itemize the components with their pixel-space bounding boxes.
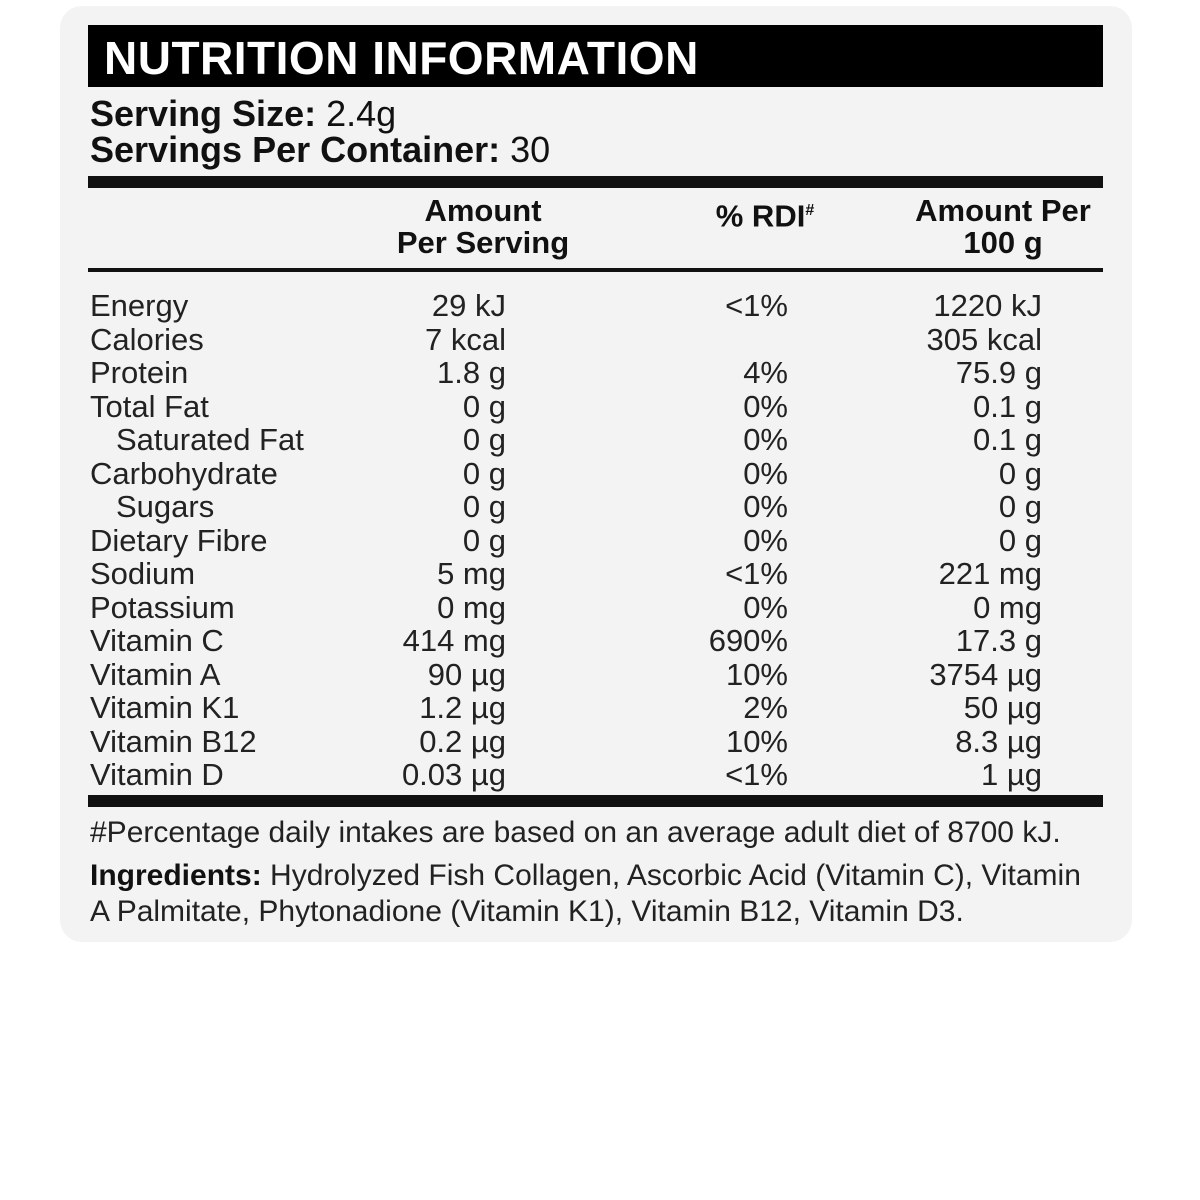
table-row bbox=[90, 356, 1102, 390]
amount-per-100g: 0 g bbox=[998, 455, 1042, 491]
column-header-rdi-text: % RDI bbox=[715, 198, 806, 234]
rdi-footnote-mark: # bbox=[805, 202, 815, 219]
panel-title: NUTRITION INFORMATION bbox=[88, 25, 1103, 87]
table-row bbox=[90, 691, 1102, 725]
table-row bbox=[90, 323, 1102, 357]
servings-per-container-label: Servings Per Container: bbox=[90, 129, 501, 170]
amount-per-100g: 17.3 g bbox=[955, 623, 1042, 658]
amount-per-serving: 0 g bbox=[462, 455, 506, 491]
percent-rdi: <1% bbox=[725, 556, 788, 591]
thick-divider-bottom bbox=[88, 795, 1103, 807]
nutrient-name: Sugars bbox=[116, 489, 215, 524]
percent-rdi: 690% bbox=[708, 623, 788, 658]
serving-size-label: Serving Size: bbox=[90, 93, 317, 134]
column-header-per-serving-line2: Per Serving bbox=[396, 225, 570, 260]
amount-per-100g: 8.3 µg bbox=[955, 723, 1042, 759]
column-header-per-100g bbox=[890, 195, 1116, 259]
amount-per-100g: 3754 µg bbox=[929, 656, 1042, 692]
table-row bbox=[90, 289, 1102, 323]
header-divider bbox=[88, 268, 1103, 272]
serving-size bbox=[90, 95, 396, 133]
amount-per-100g: 0 g bbox=[998, 522, 1042, 558]
amount-per-serving: 1.2 µg bbox=[419, 690, 506, 725]
amount-per-serving: 7 kcal bbox=[425, 321, 506, 357]
thick-divider-top bbox=[88, 176, 1103, 188]
nutrient-name: Vitamin K1 bbox=[90, 690, 240, 725]
amount-per-serving: 414 mg bbox=[402, 623, 506, 658]
amount-per-100g: 50 µg bbox=[963, 690, 1042, 725]
table-row bbox=[90, 390, 1102, 424]
column-header-per-serving-line1: Amount bbox=[424, 193, 542, 228]
nutrient-name: Vitamin B12 bbox=[90, 723, 257, 759]
nutrient-name: Total Fat bbox=[90, 388, 209, 424]
percent-rdi: <1% bbox=[725, 757, 788, 792]
amount-per-100g: 75.9 g bbox=[955, 355, 1042, 390]
percent-rdi: 2% bbox=[743, 690, 788, 725]
ingredients-text: Hydrolyzed Fish Collagen, Ascorbic Acid (Vitamin C), Vitamin A Palmitate, Phytonadione (Vitamin K1), Vitamin B12, Vitamin D3. bbox=[90, 859, 1081, 928]
amount-per-serving: 90 µg bbox=[427, 656, 506, 692]
ingredients-label: Ingredients: bbox=[90, 859, 262, 892]
percent-rdi: 0% bbox=[743, 422, 788, 457]
nutrient-name: Carbohydrate bbox=[90, 455, 278, 491]
table-row bbox=[90, 557, 1102, 591]
amount-per-100g: 1220 kJ bbox=[933, 288, 1042, 323]
amount-per-serving: 0 g bbox=[462, 522, 506, 558]
amount-per-serving: 0.2 µg bbox=[419, 723, 506, 759]
table-row bbox=[90, 457, 1102, 491]
nutrient-name: Dietary Fibre bbox=[90, 522, 268, 558]
nutrient-name: Energy bbox=[90, 288, 189, 323]
servings-per-container-value: 30 bbox=[510, 129, 551, 170]
nutrient-name: Vitamin D bbox=[90, 757, 224, 792]
table-row bbox=[90, 624, 1102, 658]
amount-per-serving: 0 mg bbox=[437, 589, 506, 625]
percent-rdi: 10% bbox=[725, 656, 788, 692]
nutrient-table bbox=[90, 289, 1102, 792]
table-row bbox=[90, 758, 1102, 792]
amount-per-serving: 0 g bbox=[462, 388, 506, 424]
nutrient-name: Protein bbox=[90, 355, 189, 390]
amount-per-100g: 221 mg bbox=[938, 556, 1042, 591]
amount-per-serving: 29 kJ bbox=[431, 288, 506, 323]
amount-per-100g: 0 g bbox=[998, 489, 1042, 524]
column-header-per-100g-line1: Amount Per bbox=[915, 193, 1091, 228]
percent-rdi: 0% bbox=[743, 589, 788, 625]
column-header-rdi bbox=[690, 195, 840, 232]
percent-rdi: 4% bbox=[743, 355, 788, 390]
amount-per-100g: 0 mg bbox=[973, 589, 1042, 625]
percent-rdi: 0% bbox=[743, 522, 788, 558]
table-row bbox=[90, 658, 1102, 692]
amount-per-serving: 0.03 µg bbox=[401, 757, 506, 792]
amount-per-100g: 0.1 g bbox=[973, 422, 1042, 457]
nutrient-name: Vitamin C bbox=[90, 623, 224, 658]
table-row bbox=[90, 591, 1102, 625]
amount-per-serving: 1.8 g bbox=[437, 355, 506, 390]
serving-size-value: 2.4g bbox=[326, 93, 397, 134]
table-row bbox=[90, 524, 1102, 558]
servings-per-container bbox=[90, 131, 550, 169]
nutrient-name: Vitamin A bbox=[90, 656, 221, 692]
amount-per-100g: 0.1 g bbox=[973, 388, 1042, 424]
percent-rdi: 0% bbox=[743, 388, 788, 424]
ingredients bbox=[90, 858, 1102, 930]
nutrient-name: Saturated Fat bbox=[116, 422, 304, 457]
percent-rdi: 10% bbox=[725, 723, 788, 759]
nutrient-name: Potassium bbox=[90, 589, 235, 625]
percent-rdi: <1% bbox=[725, 288, 788, 323]
table-row bbox=[90, 490, 1102, 524]
amount-per-serving: 0 g bbox=[462, 422, 506, 457]
amount-per-100g: 305 kcal bbox=[926, 321, 1042, 357]
column-header-per-100g-line2: 100 g bbox=[963, 225, 1043, 260]
table-row bbox=[90, 423, 1102, 457]
amount-per-serving: 0 g bbox=[462, 489, 506, 524]
rdi-footnote: #Percentage daily intakes are based on an average adult diet of 8700 kJ. bbox=[90, 816, 1061, 849]
amount-per-serving: 5 mg bbox=[437, 556, 506, 591]
table-row bbox=[90, 725, 1102, 759]
nutrient-name: Sodium bbox=[90, 556, 196, 591]
nutrient-name: Calories bbox=[90, 321, 204, 357]
amount-per-100g: 1 µg bbox=[981, 757, 1042, 792]
column-header-per-serving bbox=[370, 195, 596, 259]
percent-rdi: 0% bbox=[743, 489, 788, 524]
percent-rdi: 0% bbox=[743, 455, 788, 491]
